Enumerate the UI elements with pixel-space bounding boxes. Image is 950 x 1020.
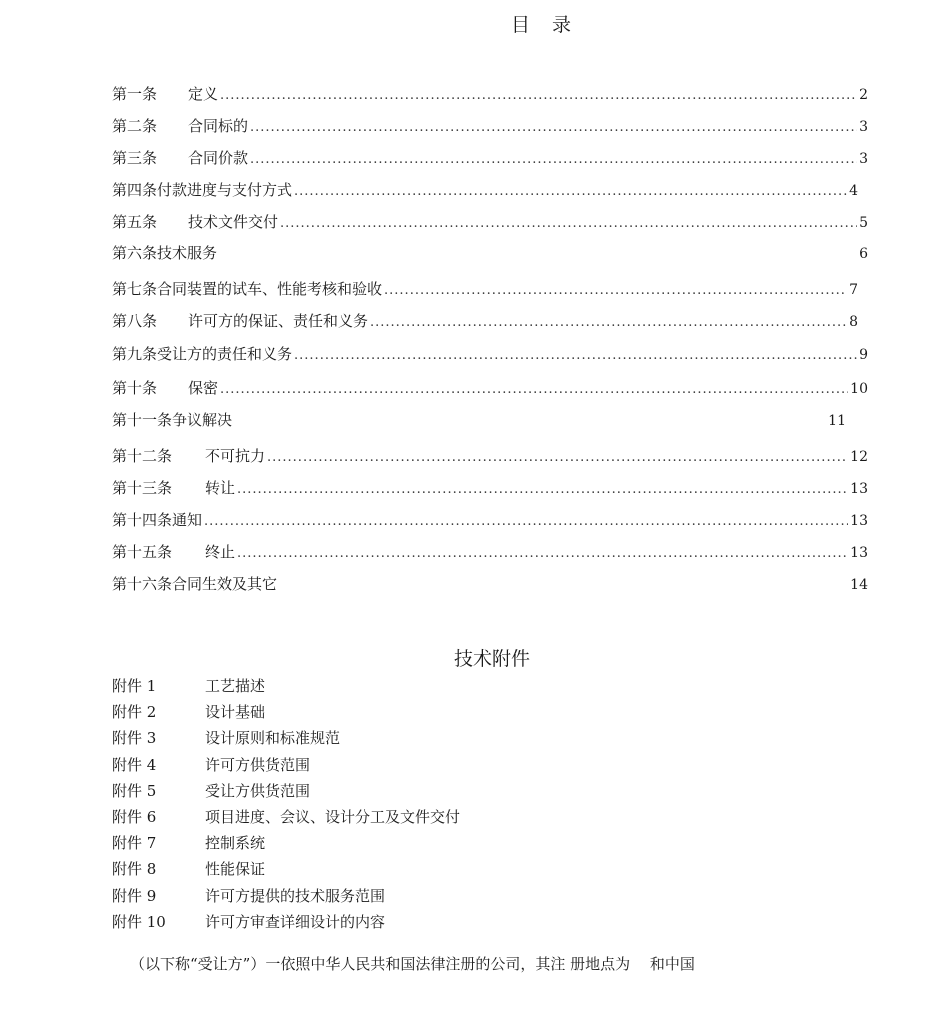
toc-page-number: 14 — [850, 577, 868, 593]
toc-page-number: 13 — [850, 545, 868, 561]
toc-entry-number: 第十六条 — [112, 575, 173, 593]
appendix-number: 附件 10 — [112, 912, 166, 931]
toc-entry-title: 技术服务 — [157, 244, 218, 262]
toc-dot-leader — [237, 478, 848, 502]
appendix-title: 性能保证 — [205, 860, 266, 879]
toc-entry-number: 第三条 — [112, 149, 158, 167]
appendix-entry — [112, 856, 460, 882]
toc-page-number: 12 — [850, 449, 868, 465]
toc-entry-number: 第九条 — [112, 345, 158, 363]
toc-entry[interactable] — [112, 210, 868, 234]
appendix-entry — [112, 830, 460, 856]
toc-dot-leader — [250, 148, 857, 172]
appendix-number: 附件 5 — [112, 781, 157, 800]
toc-entry[interactable] — [112, 376, 868, 400]
appendix-title: 许可方提供的技术服务范围 — [205, 886, 386, 905]
appendix-list — [112, 673, 460, 935]
toc-dot-leader — [294, 180, 847, 204]
toc-entry[interactable] — [112, 146, 868, 170]
appendix-title: 许可方审查详细设计的内容 — [205, 912, 386, 931]
toc-entry-title: 定义 — [188, 85, 219, 103]
toc-entry-number: 第十四条 — [112, 511, 173, 529]
toc-entry-number: 第十二条 — [112, 447, 173, 465]
toc-entry-number: 第二条 — [112, 117, 158, 135]
appendix-title: 项目进度、会议、设计分工及文件交付 — [205, 807, 461, 826]
toc-entry-title: 通知 — [172, 511, 203, 529]
toc-entry-number: 第十五条 — [112, 543, 173, 561]
toc-entry-number: 第十三条 — [112, 479, 173, 497]
appendix-number: 附件 9 — [112, 886, 157, 905]
toc-dot-leader — [384, 279, 847, 303]
toc-dot-leader — [280, 212, 857, 236]
toc-entry[interactable] — [112, 277, 868, 301]
appendix-entry — [112, 699, 460, 725]
toc-entry[interactable] — [112, 540, 868, 564]
toc-entry-title: 合同价款 — [188, 149, 249, 167]
toc-entry-number: 第七条 — [112, 280, 158, 298]
toc-entry[interactable] — [112, 444, 868, 468]
toc-entry-title: 合同装置的试车、性能考核和验收 — [157, 280, 383, 298]
toc-entry-title: 合同生效及其它 — [172, 575, 278, 593]
appendix-entry — [112, 804, 460, 830]
toc-entry[interactable] — [112, 476, 868, 500]
toc-entry[interactable] — [112, 508, 868, 532]
toc-entry-number: 第十条 — [112, 379, 158, 397]
toc-page-number: 8 — [849, 314, 858, 330]
toc-entry[interactable] — [112, 178, 868, 202]
toc-dot-leader — [267, 446, 848, 470]
toc-entry[interactable] — [112, 309, 868, 333]
appendix-number: 附件 3 — [112, 729, 157, 748]
toc-page-number: 11 — [828, 413, 846, 429]
toc-dot-leader — [220, 84, 857, 108]
toc-entry-number: 第六条 — [112, 244, 158, 262]
toc-entry[interactable] — [112, 572, 868, 596]
toc-dot-leader — [220, 378, 848, 402]
toc-page-number: 6 — [859, 246, 868, 262]
toc-entry[interactable] — [112, 241, 868, 265]
toc-entry-title: 不可抗力 — [205, 447, 266, 465]
toc-entry-title: 许可方的保证、责任和义务 — [188, 312, 369, 330]
toc-entry-title: 终止 — [205, 543, 236, 561]
toc-page-number: 13 — [850, 513, 868, 529]
toc-page-number: 10 — [850, 381, 868, 397]
toc-page-number: 4 — [849, 183, 858, 199]
toc-page-number: 5 — [859, 215, 868, 231]
appendix-number: 附件 6 — [112, 807, 157, 826]
appendix-title: 设计基础 — [205, 703, 266, 722]
toc-dot-leader — [250, 116, 857, 140]
toc-dot-leader — [204, 510, 848, 534]
appendix-title: 许可方供货范围 — [205, 755, 311, 774]
appendix-number: 附件 4 — [112, 755, 157, 774]
appendix-entry — [112, 778, 460, 804]
appendix-title: 设计原则和标准规范 — [205, 729, 341, 748]
page-title: 目 录 — [510, 14, 580, 36]
toc-page-number: 9 — [859, 347, 868, 363]
appendix-entry — [112, 752, 460, 778]
toc-entry-title: 争议解决 — [172, 411, 233, 429]
toc-entry-title: 合同标的 — [188, 117, 249, 135]
appendix-number: 附件 1 — [112, 677, 157, 695]
appendix-entry — [112, 725, 460, 751]
toc-entry-number: 第一条 — [112, 85, 158, 103]
body-paragraph: （以下称“受让方”）一依照中华人民共和国法律注册的公司，其注 册地点为 和中国 — [130, 955, 695, 973]
appendix-title: 工艺描述 — [205, 677, 266, 695]
toc-entry-number: 第八条 — [112, 312, 158, 330]
appendix-entry — [112, 883, 460, 909]
appendix-number: 附件 8 — [112, 860, 157, 879]
toc-entry[interactable] — [112, 82, 868, 106]
toc-entry[interactable] — [112, 342, 868, 366]
toc-page-number: 2 — [859, 87, 868, 103]
appendix-entry — [112, 673, 460, 699]
toc-entry-number: 第十一条 — [112, 411, 173, 429]
toc-dot-leader — [294, 344, 857, 368]
toc-dot-leader — [370, 311, 847, 335]
appendix-heading: 技术附件 — [453, 648, 530, 670]
toc-page-number: 7 — [849, 282, 858, 298]
appendix-entry — [112, 909, 460, 935]
toc-entry-title: 受让方的责任和义务 — [157, 345, 293, 363]
toc-page-number: 13 — [850, 481, 868, 497]
toc-entry-title: 保密 — [188, 379, 219, 397]
toc-page-number: 3 — [859, 119, 868, 135]
toc-entry-title: 转让 — [205, 479, 236, 497]
appendix-title: 控制系统 — [205, 834, 266, 853]
toc-entry[interactable] — [112, 114, 868, 138]
toc-entry-title: 付款进度与支付方式 — [157, 181, 293, 199]
toc-page-number: 3 — [859, 151, 868, 167]
toc-entry-title: 技术文件交付 — [188, 213, 279, 231]
toc-entry[interactable] — [112, 408, 868, 432]
toc-dot-leader — [237, 542, 848, 566]
appendix-title: 受让方供货范围 — [205, 781, 311, 800]
appendix-number: 附件 2 — [112, 703, 157, 722]
appendix-number: 附件 7 — [112, 834, 157, 853]
toc-entry-number: 第五条 — [112, 213, 158, 231]
toc-entry-number: 第四条 — [112, 181, 158, 199]
